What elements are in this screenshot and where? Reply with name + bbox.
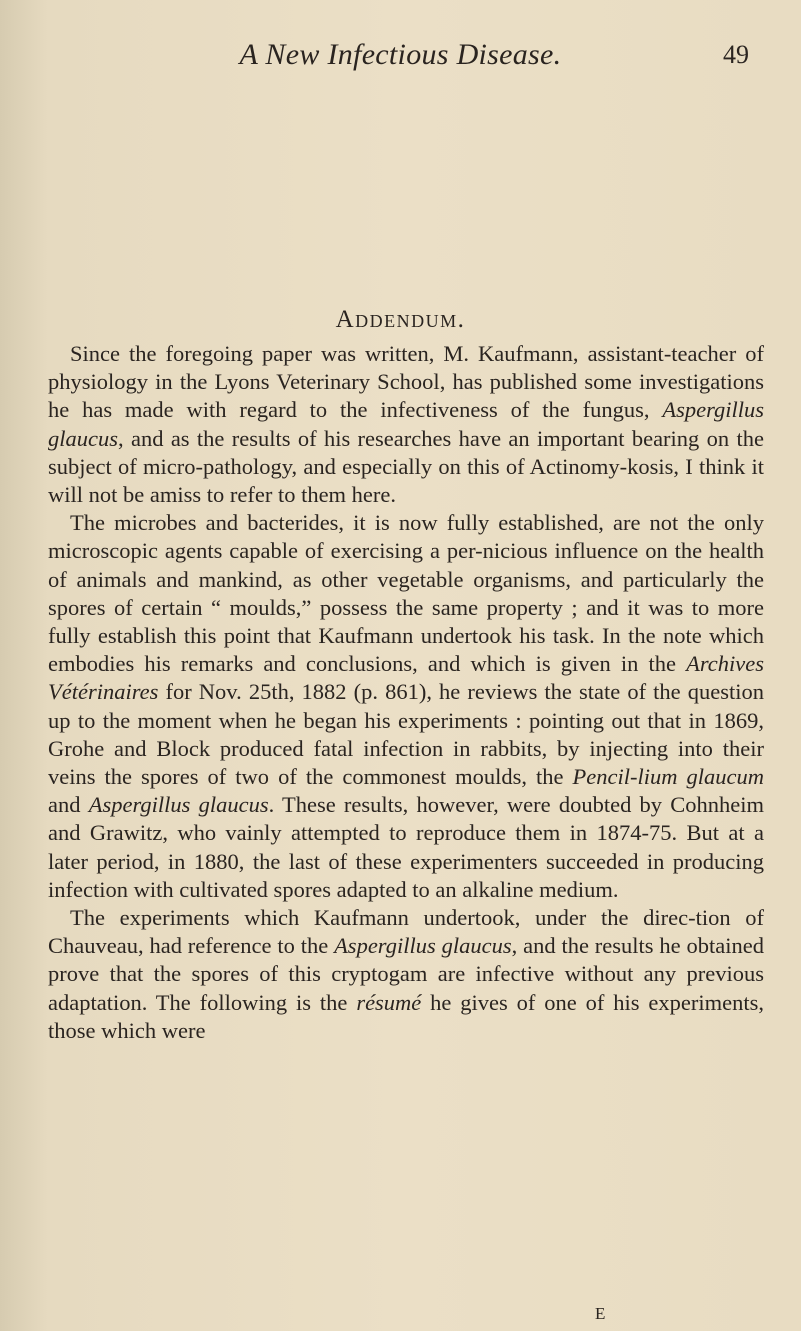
- running-title: A New Infectious Disease.: [239, 38, 562, 71]
- italic-text: Pencil-lium glaucum: [572, 764, 764, 790]
- italic-text: Aspergillus glaucus: [88, 792, 269, 818]
- text-run: he gives of one of his experiments, those which were: [48, 989, 765, 1043]
- text-run: Since the foregoing paper was written, M. Kaufmann, assistant-teacher of physiology in the Lyons Veterinary School, has published some investigations he has made with regard to the infectiveness of the fungus,: [48, 341, 764, 423]
- text-run: and: [48, 792, 89, 818]
- text-run: The microbes and bacterides, it is now fully established, are not the only microscopic agents capable of exercising a per-nicious influence on the health of animals and mankind, as other vegetable organisms, and particularly the spores of certain “ moulds,” possess the same property ; and it was to more fully establish this point that Kaufmann undertook his task. In the note which embodies his remarks and conclusions, and which is given in the: [48, 510, 764, 677]
- paragraph: [48, 509, 764, 904]
- text-run: The experiments which Kaufmann undertook, under the direc-tion of Chauveau, had reference to the: [48, 905, 764, 959]
- body-text: [48, 340, 764, 1045]
- text-run: for Nov. 25th, 1882 (p. 861), he reviews the state of the question up to the moment when he began his experiments : pointing out that in 1869, Grohe and Block produced fatal infection in rabbits, by injecting into their veins the spores of two of the commonest moulds, the: [48, 679, 764, 790]
- italic-text: Archives Vétérinaires: [48, 651, 764, 705]
- paragraph: [48, 904, 764, 1045]
- section-heading: Addendum.: [335, 306, 466, 333]
- signature-mark: E: [595, 1304, 606, 1323]
- italic-text: Aspergillus glaucus: [48, 397, 764, 451]
- text-run: , and the results he obtained prove that the spores of this cryptogam are infective without any previous adaptation. The following is the: [48, 933, 764, 1015]
- italic-text: résumé: [356, 989, 422, 1015]
- page-number: 49: [723, 40, 749, 69]
- text-run: , and as the results of his researches have an important bearing on the subject of micro-pathology, and especially on this of Actinomy-kosis, I think it will not be amiss to refer to them here.: [48, 425, 764, 508]
- italic-text: Aspergillus glaucus: [334, 933, 512, 959]
- text-run: . These results, however, were doubted by Cohnheim and Grawitz, who vainly attempted to reproduce them in 1874-75. But at a later period, in 1880, the last of these experimenters succeeded in producing infection with cultivated spores adapted to an alkaline medium.: [48, 792, 764, 902]
- running-head: [0, 38, 801, 78]
- paragraph: [48, 340, 764, 509]
